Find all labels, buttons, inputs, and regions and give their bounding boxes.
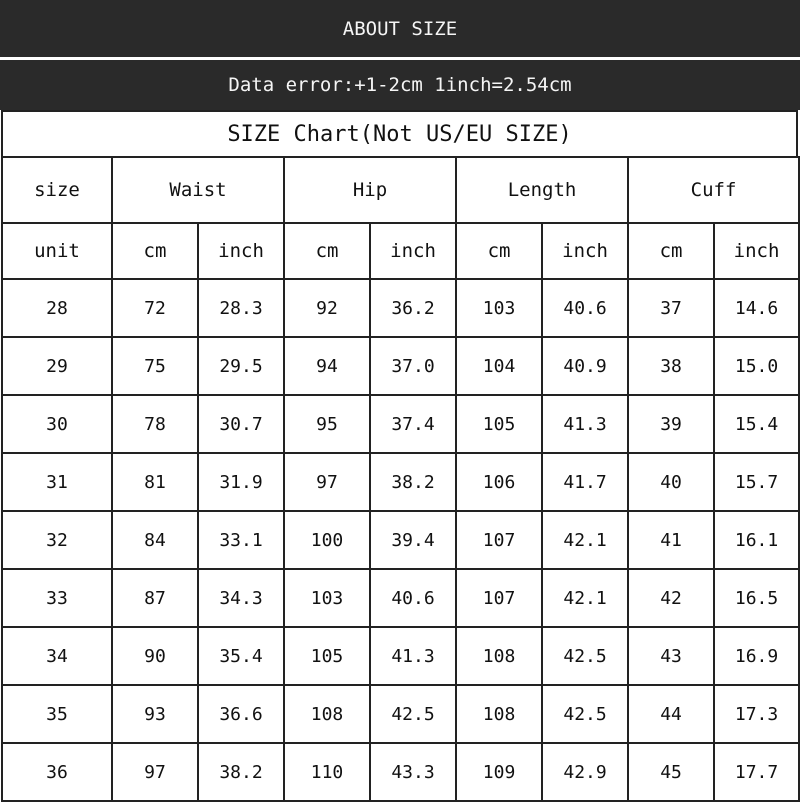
unit-cell: cm [628, 223, 714, 279]
size-table [1, 156, 800, 802]
table-row [2, 743, 799, 801]
table-cell: 106 [456, 453, 542, 511]
size-cell: 28 [2, 279, 112, 337]
table-row [2, 627, 799, 685]
table-cell: 97 [284, 453, 370, 511]
table-row [2, 337, 799, 395]
unit-cell: cm [456, 223, 542, 279]
table-cell: 30.7 [198, 395, 284, 453]
table-cell: 31.9 [198, 453, 284, 511]
table-cell: 107 [456, 511, 542, 569]
table-cell: 84 [112, 511, 198, 569]
size-header-cell: size [2, 157, 112, 223]
table-cell: 104 [456, 337, 542, 395]
table-cell: 37.0 [370, 337, 456, 395]
size-cell: 31 [2, 453, 112, 511]
table-cell: 103 [284, 569, 370, 627]
table-cell: 42.1 [542, 511, 628, 569]
table-cell: 108 [284, 685, 370, 743]
size-cell: 32 [2, 511, 112, 569]
size-chart-title [1, 110, 798, 156]
table-cell: 15.0 [714, 337, 799, 395]
unit-cell: inch [370, 223, 456, 279]
table-cell: 90 [112, 627, 198, 685]
table-row [2, 569, 799, 627]
table-row [2, 685, 799, 743]
table-cell: 42.5 [542, 627, 628, 685]
table-cell: 108 [456, 627, 542, 685]
unit-cell: cm [112, 223, 198, 279]
table-row [2, 511, 799, 569]
size-cell: 34 [2, 627, 112, 685]
table-cell: 34.3 [198, 569, 284, 627]
table-cell: 40.6 [370, 569, 456, 627]
unit-header-row [2, 223, 799, 279]
table-cell: 42.1 [542, 569, 628, 627]
table-cell: 43 [628, 627, 714, 685]
table-cell: 100 [284, 511, 370, 569]
about-size-text: ABOUT SIZE [342, 17, 458, 40]
size-chart-title-text: SIZE Chart(Not US/EU SIZE) [227, 121, 572, 147]
unit-cell: inch [542, 223, 628, 279]
size-cell: 36 [2, 743, 112, 801]
table-cell: 37.4 [370, 395, 456, 453]
cuff-header-cell: Cuff [628, 157, 799, 223]
table-cell: 15.4 [714, 395, 799, 453]
table-cell: 16.1 [714, 511, 799, 569]
table-cell: 38 [628, 337, 714, 395]
table-cell: 41.3 [370, 627, 456, 685]
table-cell: 42.5 [542, 685, 628, 743]
table-cell: 105 [284, 627, 370, 685]
table-cell: 17.3 [714, 685, 799, 743]
table-cell: 36.6 [198, 685, 284, 743]
unit-cell: inch [714, 223, 799, 279]
table-cell: 29.5 [198, 337, 284, 395]
unit-cell: inch [198, 223, 284, 279]
measure-header-row [2, 157, 799, 223]
data-error-text: Data error:+1-2cm 1inch=2.54cm [228, 74, 572, 96]
table-cell: 37 [628, 279, 714, 337]
table-cell: 109 [456, 743, 542, 801]
table-cell: 14.6 [714, 279, 799, 337]
table-cell: 75 [112, 337, 198, 395]
table-cell: 33.1 [198, 511, 284, 569]
table-cell: 78 [112, 395, 198, 453]
table-cell: 42 [628, 569, 714, 627]
length-header-cell: Length [456, 157, 628, 223]
table-row [2, 395, 799, 453]
table-cell: 72 [112, 279, 198, 337]
table-cell: 44 [628, 685, 714, 743]
table-cell: 38.2 [370, 453, 456, 511]
unit-cell: cm [284, 223, 370, 279]
size-cell: 30 [2, 395, 112, 453]
table-cell: 42.9 [542, 743, 628, 801]
table-cell: 45 [628, 743, 714, 801]
table-cell: 108 [456, 685, 542, 743]
table-row [2, 279, 799, 337]
table-cell: 40.9 [542, 337, 628, 395]
size-cell: 35 [2, 685, 112, 743]
table-cell: 103 [456, 279, 542, 337]
table-cell: 40 [628, 453, 714, 511]
table-cell: 36.2 [370, 279, 456, 337]
table-cell: 81 [112, 453, 198, 511]
table-cell: 39 [628, 395, 714, 453]
table-cell: 17.7 [714, 743, 799, 801]
table-cell: 97 [112, 743, 198, 801]
table-cell: 28.3 [198, 279, 284, 337]
table-row [2, 453, 799, 511]
table-cell: 41.7 [542, 453, 628, 511]
table-cell: 39.4 [370, 511, 456, 569]
table-cell: 15.7 [714, 453, 799, 511]
table-cell: 42.5 [370, 685, 456, 743]
table-cell: 38.2 [198, 743, 284, 801]
table-cell: 16.9 [714, 627, 799, 685]
size-cell: 33 [2, 569, 112, 627]
data-error-banner [0, 60, 800, 110]
table-cell: 35.4 [198, 627, 284, 685]
table-cell: 110 [284, 743, 370, 801]
table-cell: 93 [112, 685, 198, 743]
table-cell: 107 [456, 569, 542, 627]
table-cell: 41 [628, 511, 714, 569]
hip-header-cell: Hip [284, 157, 456, 223]
table-cell: 105 [456, 395, 542, 453]
table-cell: 87 [112, 569, 198, 627]
unit-cell: unit [2, 223, 112, 279]
table-cell: 40.6 [542, 279, 628, 337]
table-cell: 92 [284, 279, 370, 337]
waist-header-cell: Waist [112, 157, 284, 223]
size-cell: 29 [2, 337, 112, 395]
table-cell: 43.3 [370, 743, 456, 801]
table-cell: 41.3 [542, 395, 628, 453]
table-cell: 94 [284, 337, 370, 395]
table-cell: 16.5 [714, 569, 799, 627]
table-cell: 95 [284, 395, 370, 453]
about-size-banner [0, 0, 800, 59]
